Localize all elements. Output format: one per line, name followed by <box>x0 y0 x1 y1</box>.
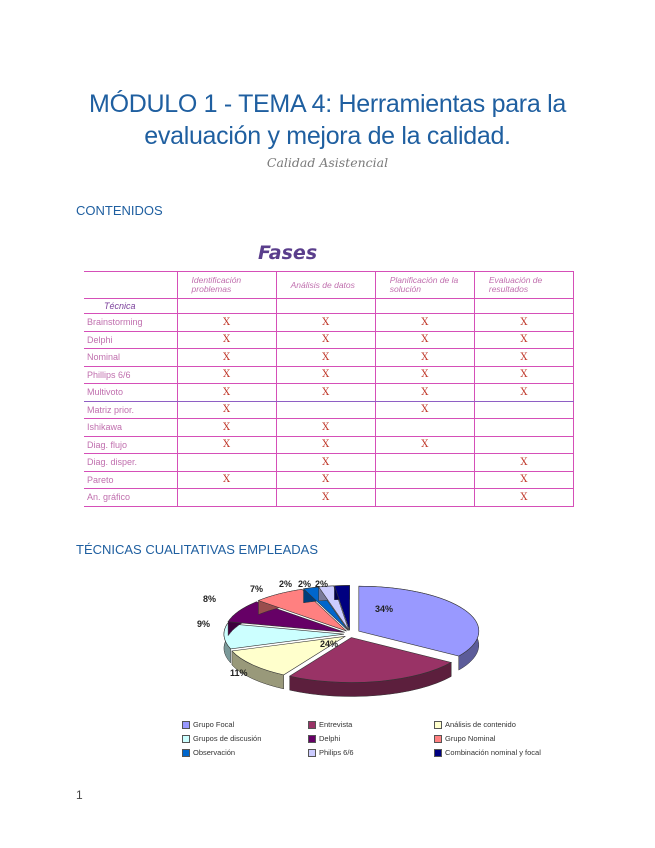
empty-cell <box>276 299 375 314</box>
table-row <box>84 314 574 332</box>
pie-slice-label: 2% <box>279 579 293 589</box>
page-subtitle: Calidad Asistencial <box>266 155 389 170</box>
table-header-row <box>84 272 574 299</box>
table-row <box>84 401 574 419</box>
table-row <box>84 489 574 507</box>
technique-name: Matriz prior. <box>84 401 177 419</box>
technique-name: Pareto <box>84 471 177 489</box>
pie-slice-label: 2% <box>298 579 312 589</box>
title-line-1: MÓDULO 1 - TEMA 4: Herramientas para la <box>89 90 566 118</box>
phase-mark: X <box>474 349 573 367</box>
phase-mark: X <box>474 384 573 402</box>
legend-swatch <box>434 749 442 757</box>
legend-item <box>182 734 261 743</box>
phase-mark: X <box>474 489 573 507</box>
legend-item <box>182 720 234 729</box>
phase-mark: X <box>177 471 276 489</box>
phases-table-figure <box>78 236 578 506</box>
empty-cell <box>177 299 276 314</box>
table-row <box>84 366 574 384</box>
legend-label: Observación <box>193 748 236 757</box>
pie-slice-label: 24% <box>320 639 339 649</box>
legend-swatch <box>182 735 190 743</box>
phase-mark: X <box>177 419 276 437</box>
phase-mark <box>375 489 474 507</box>
pie-slice-label: 34% <box>375 604 394 614</box>
phase-mark <box>375 471 474 489</box>
header-empty-cell <box>84 272 177 299</box>
phase-mark: X <box>276 366 375 384</box>
table-row <box>84 436 574 454</box>
table-tech-row <box>84 299 574 314</box>
technique-name: Phillips 6/6 <box>84 366 177 384</box>
phase-mark: X <box>375 384 474 402</box>
phase-mark <box>474 419 573 437</box>
column-header: Identificación problemas <box>177 272 276 299</box>
legend-swatch <box>308 721 316 729</box>
phase-mark <box>177 454 276 472</box>
phase-mark: X <box>177 384 276 402</box>
phase-mark: X <box>177 436 276 454</box>
legend-item <box>434 748 541 757</box>
phase-mark <box>177 489 276 507</box>
phase-mark: X <box>375 366 474 384</box>
phase-mark: X <box>375 314 474 332</box>
legend-item <box>182 748 235 757</box>
table-row <box>84 419 574 437</box>
phase-mark <box>276 401 375 419</box>
legend-swatch <box>308 735 316 743</box>
technique-name: Brainstorming <box>84 314 177 332</box>
phase-mark: X <box>375 331 474 349</box>
phase-mark: X <box>375 436 474 454</box>
page-title <box>0 88 655 152</box>
pie-slice-label: 7% <box>250 584 264 594</box>
tech-label: Técnica <box>84 299 177 314</box>
phase-mark: X <box>375 401 474 419</box>
phase-mark: X <box>276 314 375 332</box>
legend-label: Philips 6/6 <box>319 748 354 757</box>
column-header: Análisis de datos <box>276 272 375 299</box>
phase-mark <box>375 419 474 437</box>
section-heading-tecnicas: TÉCNICAS CUALITATIVAS EMPLEADAS <box>76 542 318 557</box>
table-row <box>84 349 574 367</box>
table-row <box>84 471 574 489</box>
section-heading-contenidos: CONTENIDOS <box>76 203 163 218</box>
legend-item <box>434 734 495 743</box>
column-header: Planificación de la solución <box>375 272 474 299</box>
phase-mark: X <box>177 366 276 384</box>
legend-label: Grupos de discusión <box>193 734 262 743</box>
legend-label: Grupo Focal <box>193 720 235 729</box>
phase-mark: X <box>276 471 375 489</box>
table-row <box>84 384 574 402</box>
legend-label: Delphi <box>319 734 341 743</box>
phase-mark: X <box>474 331 573 349</box>
column-header: Evaluación de resultados <box>474 272 573 299</box>
pie-slice-label: 8% <box>203 594 217 604</box>
phase-mark: X <box>474 314 573 332</box>
phases-title: Fases <box>258 242 318 264</box>
legend-swatch <box>182 749 190 757</box>
title-line-2: evaluación y mejora de la calidad. <box>144 122 511 150</box>
legend-label: Combinación nominal y focal <box>445 748 541 757</box>
phase-mark <box>375 454 474 472</box>
phase-mark: X <box>276 331 375 349</box>
legend-item <box>308 748 354 757</box>
legend-swatch <box>434 721 442 729</box>
legend-label: Análisis de contenido <box>445 720 516 729</box>
empty-cell <box>474 299 573 314</box>
phase-mark: X <box>276 349 375 367</box>
technique-name: An. gráfico <box>84 489 177 507</box>
legend-swatch <box>308 749 316 757</box>
legend-item <box>308 720 352 729</box>
table-row <box>84 454 574 472</box>
pie-slice-label: 2% <box>315 579 329 589</box>
legend-swatch <box>182 721 190 729</box>
page-number: 1 <box>76 788 83 802</box>
phase-mark: X <box>177 314 276 332</box>
phase-mark: X <box>177 349 276 367</box>
technique-name: Multivoto <box>84 384 177 402</box>
phase-mark <box>474 401 573 419</box>
phase-mark: X <box>177 331 276 349</box>
table-row <box>84 331 574 349</box>
empty-cell <box>375 299 474 314</box>
pie-slice-label: 11% <box>230 668 248 678</box>
technique-name: Diag. flujo <box>84 436 177 454</box>
pie-chart <box>175 572 565 717</box>
pie-slice-label: 9% <box>197 619 211 629</box>
phase-mark: X <box>474 454 573 472</box>
phase-mark: X <box>474 366 573 384</box>
phase-mark: X <box>276 436 375 454</box>
phase-mark: X <box>375 349 474 367</box>
legend-label: Entrevista <box>319 720 353 729</box>
phase-mark <box>474 436 573 454</box>
technique-name: Ishikawa <box>84 419 177 437</box>
phase-mark: X <box>276 419 375 437</box>
technique-name: Nominal <box>84 349 177 367</box>
legend-item <box>434 720 516 729</box>
technique-name: Delphi <box>84 331 177 349</box>
phase-mark: X <box>276 384 375 402</box>
phase-mark: X <box>276 489 375 507</box>
legend-label: Grupo Nominal <box>445 734 496 743</box>
phase-mark: X <box>474 471 573 489</box>
phase-mark: X <box>177 401 276 419</box>
phases-table <box>84 271 574 507</box>
technique-name: Diag. disper. <box>84 454 177 472</box>
phase-mark: X <box>276 454 375 472</box>
legend-swatch <box>434 735 442 743</box>
legend-item <box>308 734 340 743</box>
